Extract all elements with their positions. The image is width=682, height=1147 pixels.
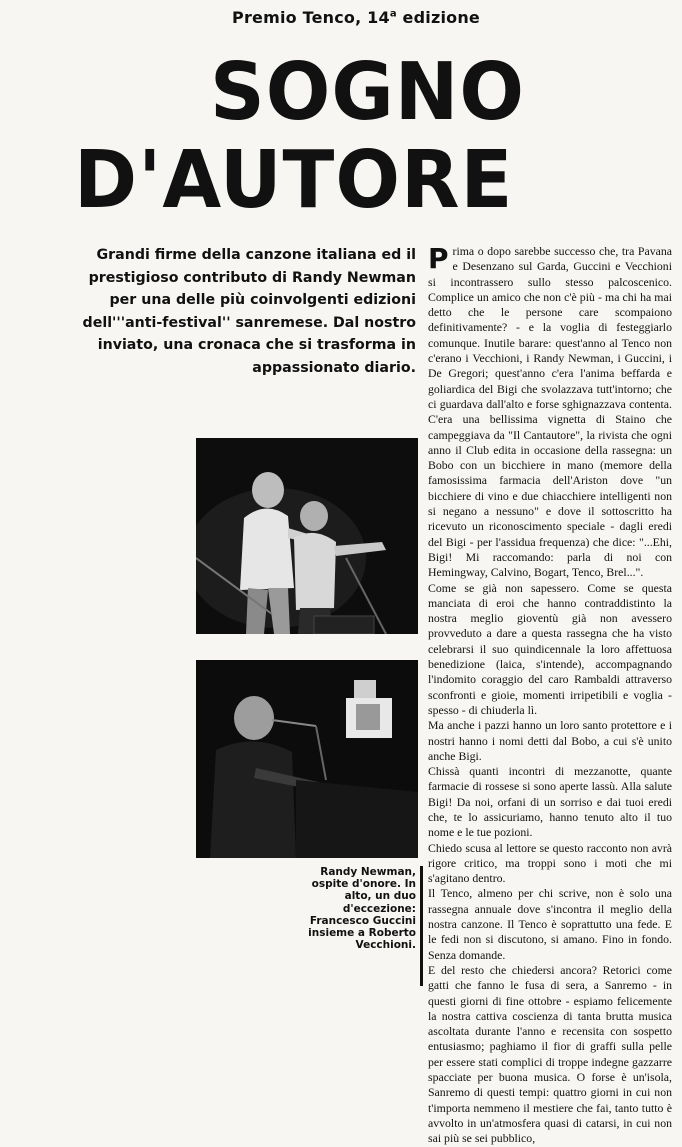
article-paragraph: Come se già non sapessero. Come se questa manciata di eroi che hanno contraddistinto la nostra meglio gioventù già non avessero provveduto a dare a questa rassegna che ha visto celebrarsi il suo quindicennale la loro affettuosa benedizione (laica, s'intende), accompagnando l'indomito coraggio del caro Rambaldi attraverso sconfronti e gioie, momenti irripetibili e voglia - spesso - di chiuderla lì. xyxy=(428,580,672,717)
lead-paragraph: Grandi firme della canzone italiana ed il prestigioso contributo di Randy Newman per una delle più coinvolgenti edizioni dell'''anti-festival'' sanremese. Dal nostro inviato, una cronaca che si trasforma in appassionato diario. xyxy=(82,247,416,376)
kicker: Premio Tenco, 14$^a$ edizione xyxy=(232,8,480,27)
caption-rule xyxy=(420,866,423,986)
article-paragraph: Prima o dopo sarebbe successo che, tra Pavana e Desenzano sul Garda, Guccini e Vecchioni si incontrassero sullo stesso palcoscenico. Complice un amico che non c'è più - ma chi ha mai detto che le persone care scompaiono definitivamente? - e la voglia di festeggiarlo comunque. Inutile barare: quest'anno al Tenco non c'erano i Vecchioni, i Randy Newman, i Guccini, i De Gregori; quest'anno c'era l'anima beffarda e goliardica del Bigi che svolazzava tutt'intorno; che ci guardava dall'alto e forse sghignazzava contenta. C'era una bellissima vignetta di Staino che campeggiava da "Il Cantautore", la rivista che ogni anno il Club edita in occasione della rassegna: un Bobo con un bicchiere in mano (memore della famosissima farmacia dell'Ariston dove "un bicchiere di vino e due chiacchiere intelligenti non si negano a nessuno" e dove il sottoscritto ha ricevuto un riconoscimento speciale - dagli eredi del Bigi - per l'assidua frequenza) che dice: "...Ehi, Bigi! Mi raccomando: parla di noi con Hemingway, Calvino, Bogart, Tenco, Brel...". xyxy=(428,242,672,580)
article-paragraph: Chissà quanti incontri di mezzanotte, quante farmacie di rossese si sono aperte lassù. Alla salute Bigi! Da noi, orfani di un sorriso e dai tuoi eredi che, te lo assicuriamo, hanno tenuto alto il tuo nome e le tue pozioni. xyxy=(428,764,672,840)
headline-line-1: SOGNO xyxy=(210,44,525,139)
photo-randy-newman xyxy=(196,660,418,858)
article-body xyxy=(428,244,672,1147)
photo-guccini-vecchioni xyxy=(196,438,418,634)
article-paragraph: E del resto che chiedersi ancora? Retorici come gatti che fanno le fusa di sera, a Sanremo - in questi giorni di fine ottobre - espiamo felicemente la nostra cattiva coscienza di tanta brutta musica ascoltata durante l'anno e recensita con sospetto entusiasmo; paghiamo il fior di graffi sulla pelle per essere stati complici di troppe indegne gazzarre spacciate per buona musica. O forse è un'isola, Sanremo di questi tempi: quattro giorni in cui non t'importa nemmeno il mestiere che fai, tanto tutto è avvolto in un'atmosfera quasi di catarsi, in cui non sai più se sei pubblico, xyxy=(428,962,672,1146)
article-paragraph: Ma anche i pazzi hanno un loro santo protettore e i nostri hanno i nomi detti dal Bobo, a cui s'è unito anche Bigi. xyxy=(428,718,672,763)
headline-line-2: D'AUTORE xyxy=(74,132,514,227)
drop-cap: P xyxy=(428,242,449,275)
article-paragraph: Il Tenco, almeno per chi scrive, non è solo una rassegna annuale dove s'incontra il meglio della nostra canzone. Il Tenco è soprattutto una fede. E le fedi non si discutono, si amano. Fino in fondo. Senza domande. xyxy=(428,886,672,962)
article-paragraph: Chiedo scusa al lettore se questo racconto non avrà rigore critico, ma troppi sono i moti che mi s'agitano dentro. xyxy=(428,840,672,886)
photo-caption: Randy Newman, ospite d'onore. In alto, un duo d'eccezione: Francesco Guccini insieme a Roberto Vecchioni. xyxy=(308,866,416,952)
